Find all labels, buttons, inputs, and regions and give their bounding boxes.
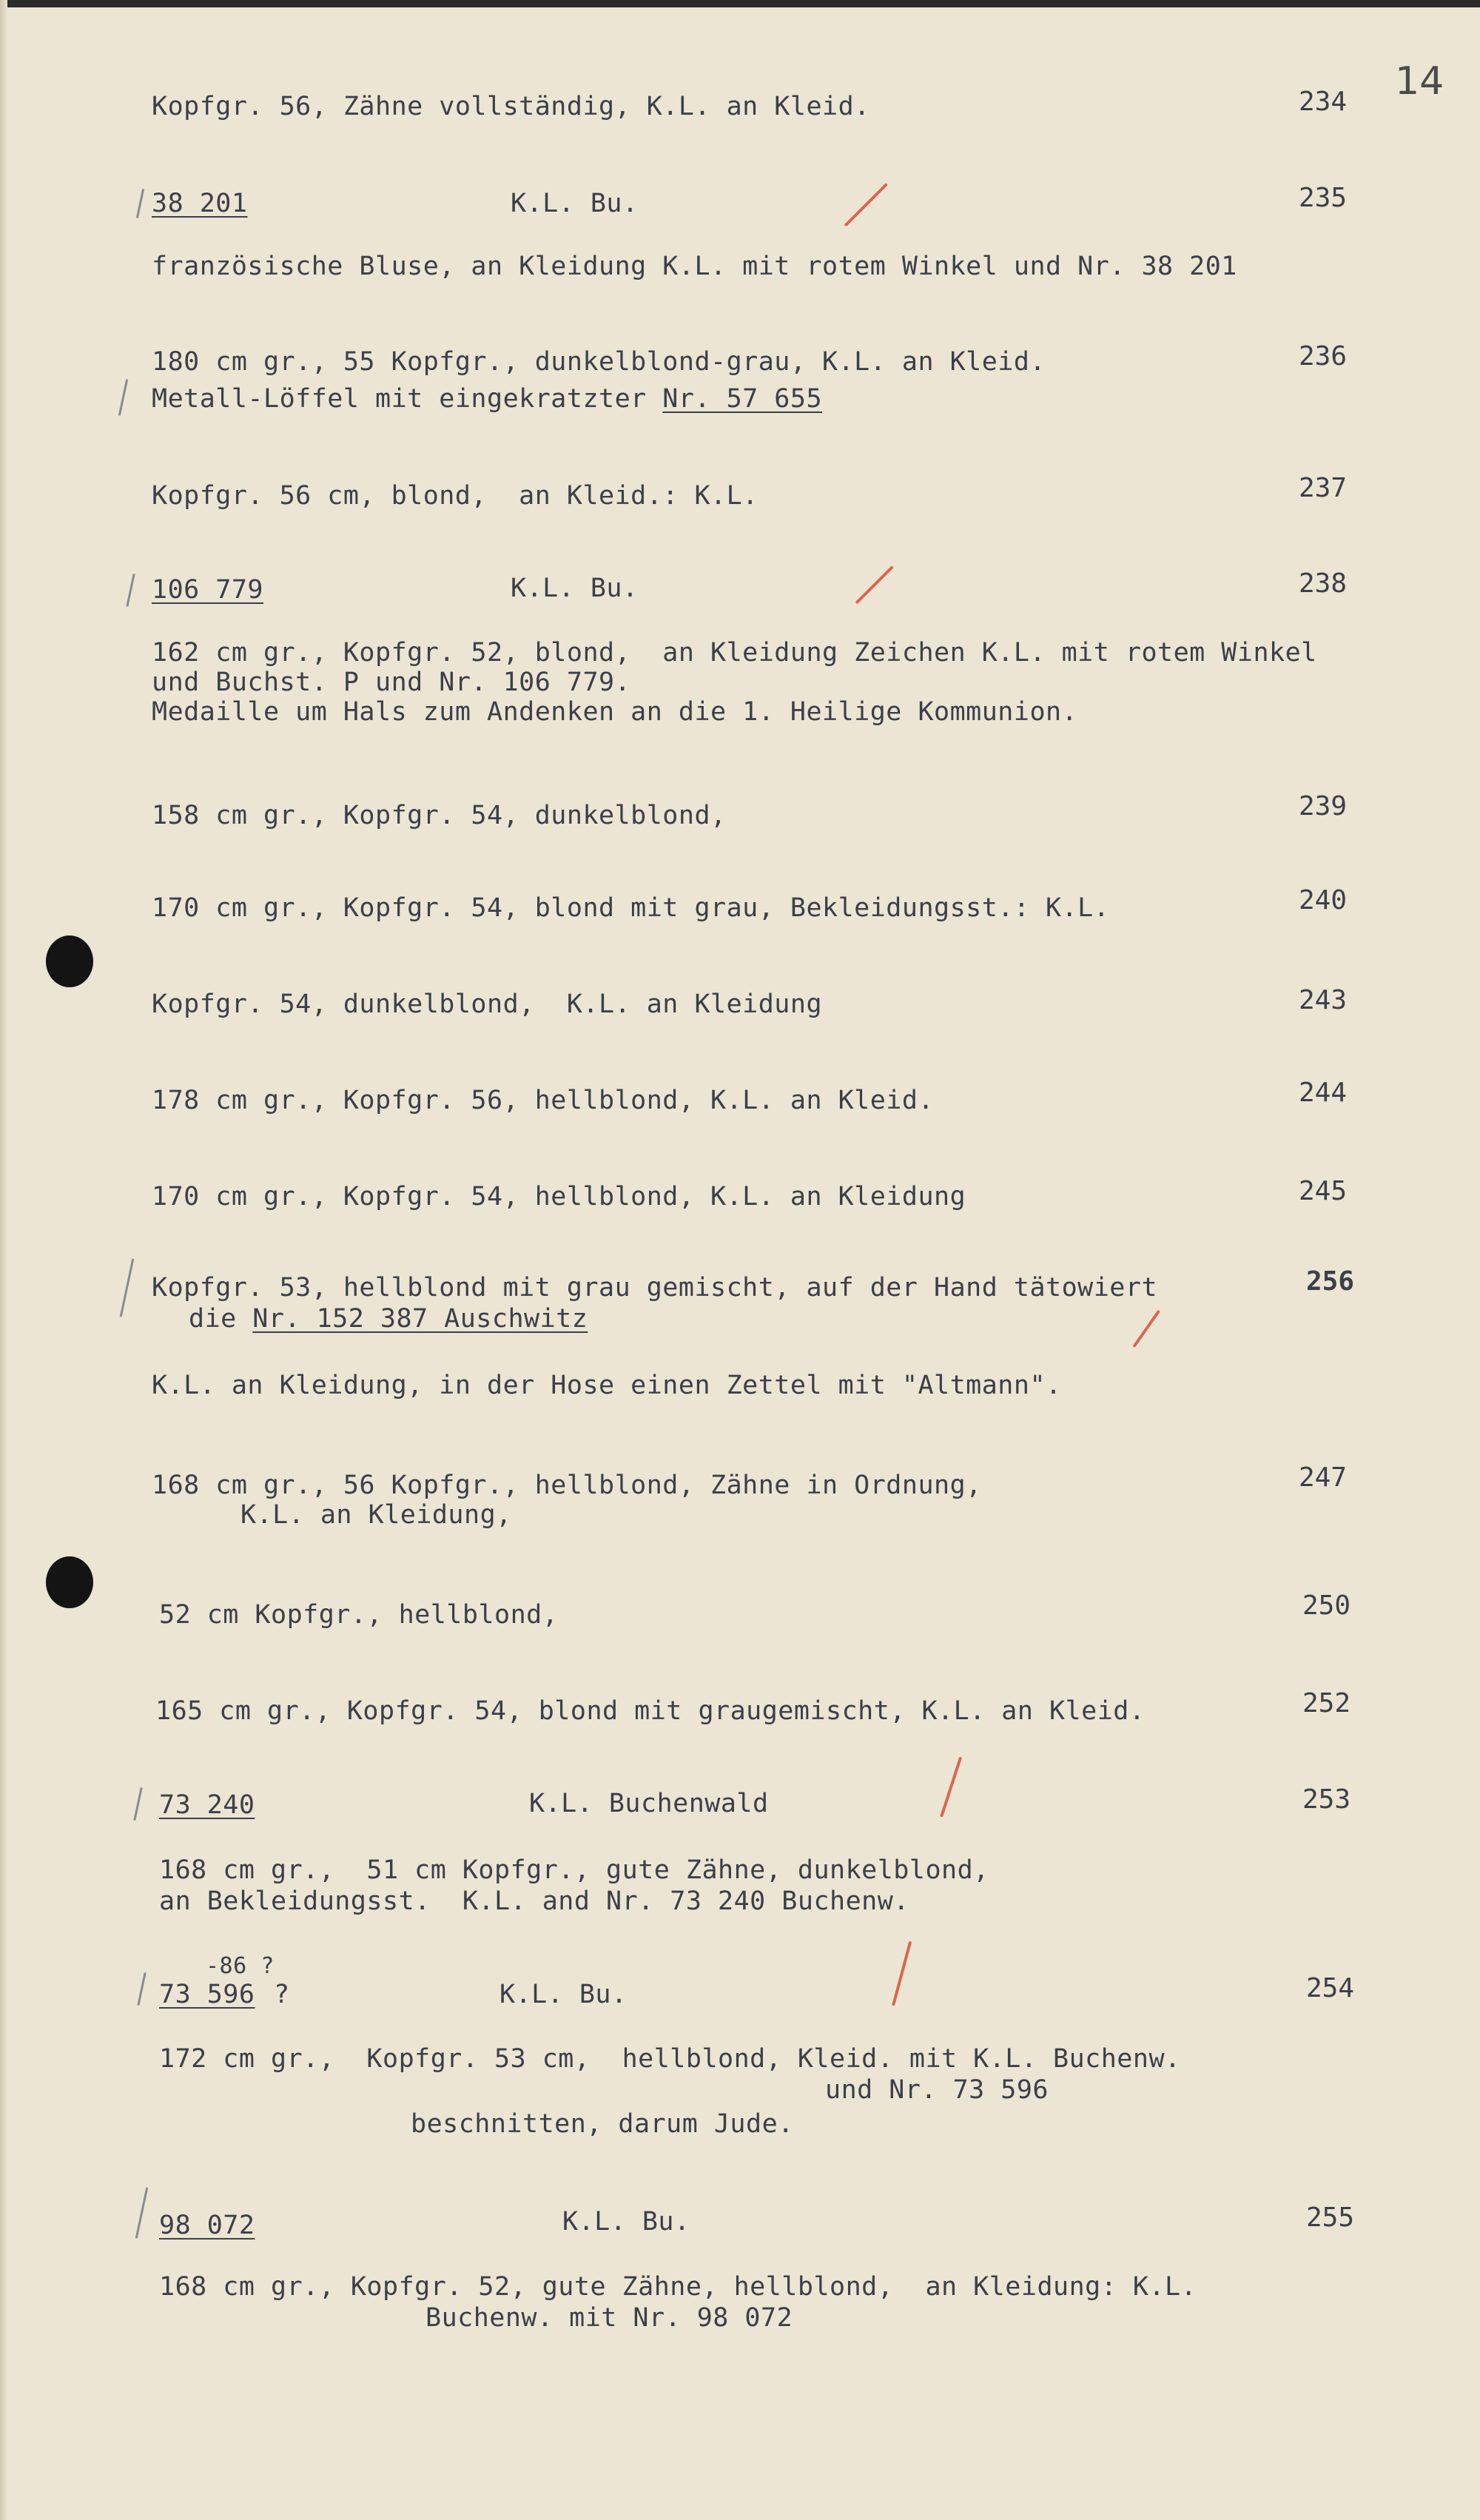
entry-250-line-1: 52 cm Kopfgr., hellblond, — [159, 1600, 559, 1630]
entry-240-line-1: 170 cm gr., Kopfgr. 54, blond mit grau, Bekleidungsst.: K.L. — [152, 893, 1110, 923]
check-mark — [118, 379, 128, 416]
check-mark — [126, 574, 135, 607]
red-tick-mark — [855, 565, 894, 604]
scan-left-edge — [0, 0, 7, 2520]
entry-255-ref: 98 072 — [159, 2211, 255, 2240]
entry-238-camp: K.L. Bu. — [511, 574, 639, 603]
entry-245-number: 245 — [1299, 1176, 1348, 1206]
entry-254-line-2: und Nr. 73 596 — [825, 2075, 1049, 2105]
red-tick-mark — [844, 183, 888, 226]
entry-235-camp: K.L. Bu. — [511, 189, 639, 218]
check-mark — [120, 1259, 135, 1317]
entry-238-ref: 106 779 — [152, 575, 264, 605]
entry-238-line-3: Medaille um Hals zum Andenken an die 1. Heilige Kommunion. — [152, 697, 1078, 727]
entry-252-number: 252 — [1302, 1688, 1351, 1718]
entry-236-underlined-number: Nr. 57 655 — [662, 384, 823, 414]
entry-256-number: 256 — [1306, 1266, 1355, 1297]
entry-254-ref-correction: -86 ? — [206, 1953, 275, 1979]
entry-253-number: 253 — [1302, 1784, 1351, 1815]
entry-254-number: 254 — [1306, 1973, 1355, 2003]
entry-247-line-1: 168 cm gr., 56 Kopfgr., hellblond, Zähne in Ordnung, — [152, 1471, 982, 1500]
entry-237-line-1: Kopfgr. 56 cm, blond, an Kleid.: K.L. — [152, 481, 758, 511]
entry-239-line-1: 158 cm gr., Kopfgr. 54, dunkelblond, — [152, 801, 727, 830]
red-tick-mark — [940, 1757, 962, 1818]
entry-256-line-2 — [189, 1303, 588, 1335]
red-tick-mark — [892, 1941, 912, 2006]
entry-239-number: 239 — [1299, 791, 1348, 821]
entry-237-number: 237 — [1299, 473, 1348, 503]
entry-256-underlined-number: Nr. 152 387 Auschwitz — [252, 1304, 588, 1334]
entry-243-number: 243 — [1299, 985, 1348, 1015]
page-number: 14 — [1395, 59, 1444, 104]
entry-238-number: 238 — [1299, 568, 1348, 599]
entry-234-number: 234 — [1299, 87, 1348, 117]
entry-255-camp: K.L. Bu. — [562, 2207, 690, 2237]
punch-hole-bottom — [46, 1556, 93, 1608]
entry-236-line-1: 180 cm gr., 55 Kopfgr., dunkelblond-grau, K.L. an Kleid. — [152, 347, 1046, 377]
entry-254-camp: K.L. Bu. — [500, 1980, 628, 2009]
entry-256-line-3: K.L. an Kleidung, in der Hose einen Zettel mit "Altmann". — [152, 1371, 1062, 1400]
entry-235-ref: 38 201 — [152, 189, 248, 218]
red-tick-mark — [1132, 1310, 1160, 1348]
check-mark — [136, 189, 144, 218]
entry-254-ref: 73 596 — [159, 1980, 255, 2009]
entry-235-number: 235 — [1299, 183, 1348, 213]
entry-243-line-1: Kopfgr. 54, dunkelblond, K.L. an Kleidung — [152, 989, 823, 1019]
entry-253-camp: K.L. Buchenwald — [529, 1789, 769, 1818]
entry-245-line-1: 170 cm gr., Kopfgr. 54, hellblond, K.L. an Kleidung — [152, 1182, 966, 1212]
entry-250-number: 250 — [1302, 1590, 1351, 1621]
check-mark — [135, 2187, 148, 2238]
entry-253-line-2: an Bekleidungsst. K.L. and Nr. 73 240 Buchenw. — [159, 1886, 909, 1916]
entry-254-line-1: 172 cm gr., Kopfgr. 53 cm, hellblond, Kleid. mit K.L. Buchenw. — [159, 2044, 1181, 2074]
scan-top-edge — [0, 0, 1480, 7]
entry-254-line-3: beschnitten, darum Jude. — [411, 2109, 794, 2139]
entry-244-line-1: 178 cm gr., Kopfgr. 56, hellblond, K.L. an Kleid. — [152, 1086, 935, 1115]
entry-244-number: 244 — [1299, 1078, 1348, 1108]
entry-254-ref-note: ? — [274, 1980, 290, 2009]
check-mark — [133, 1787, 142, 1821]
entry-238-line-1: 162 cm gr., Kopfgr. 52, blond, an Kleidung Zeichen K.L. mit rotem Winkel — [152, 638, 1317, 668]
entry-255-line-2: Buchenw. mit Nr. 98 072 — [426, 2303, 793, 2333]
entry-236-number: 236 — [1299, 341, 1348, 372]
punch-hole-top — [46, 935, 93, 987]
entry-236-line-2 — [152, 383, 822, 415]
entry-247-number: 247 — [1299, 1462, 1348, 1493]
entry-235-line-1: französische Bluse, an Kleidung K.L. mit rotem Winkel und Nr. 38 201 — [152, 252, 1237, 281]
entry-256-line-2-text: die — [189, 1304, 253, 1334]
entry-256-line-1: Kopfgr. 53, hellblond mit grau gemischt, auf der Hand tätowiert — [152, 1273, 1158, 1303]
entry-247-line-2: K.L. an Kleidung, — [240, 1500, 512, 1530]
entry-253-ref: 73 240 — [159, 1790, 255, 1820]
entry-236-line-2-text: Metall-Löffel mit eingekratzter — [152, 384, 663, 414]
entry-234-text: Kopfgr. 56, Zähne vollständig, K.L. an Kleid. — [152, 92, 870, 121]
entry-240-number: 240 — [1299, 885, 1348, 915]
entry-255-number: 255 — [1306, 2203, 1355, 2233]
check-mark — [137, 1972, 146, 2006]
entry-252-line-1: 165 cm gr., Kopfgr. 54, blond mit graugemischt, K.L. an Kleid. — [155, 1696, 1146, 1726]
entry-255-line-1: 168 cm gr., Kopfgr. 52, gute Zähne, hellblond, an Kleidung: K.L. — [159, 2272, 1197, 2302]
entry-253-line-1-overlay: 168 cm gr., 51 cm Kopfgr., gute Zähne, dunkelblond, — [159, 1855, 989, 1885]
entry-238-line-2: und Buchst. P und Nr. 106 779. — [152, 668, 631, 697]
